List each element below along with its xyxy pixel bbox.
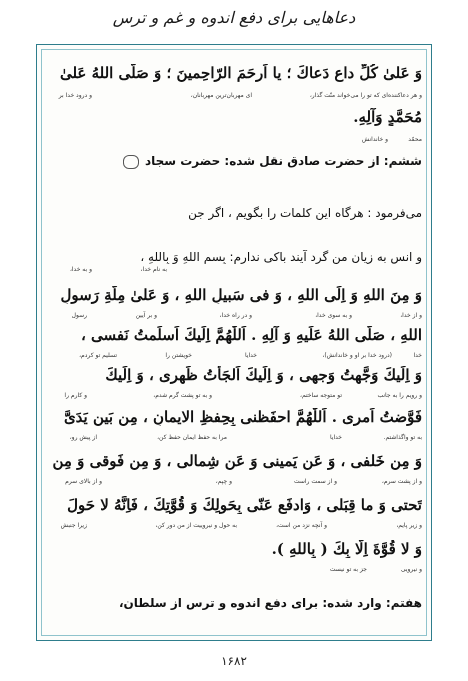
gloss-line-6: [46, 312, 422, 322]
gloss: به حول و نیروییت از من دور کن،: [155, 522, 237, 529]
text-line-9: فَوَّضتُ اَمری . اَللّٰهُمَّ احفَظنی بِحِفظِ الایمانِ ، مِن بَینِ یَدَیَّ: [63, 408, 422, 426]
gloss: رسول: [71, 312, 87, 319]
gloss-line-9: [46, 434, 422, 444]
gloss: خویشتن را: [165, 352, 192, 359]
text-line-10: وَ مِن خَلفی ، وَ عَن یَمینی وَ عَن شِمالی ، وَ مِن فَوقی وَ مِن: [52, 452, 422, 470]
gloss: و نیرویی: [400, 566, 422, 573]
text-line-8: وَ اِلَیكَ وَجَّهتُ وَجهی ، وَ اِلَیكَ اَلجَأتُ ظَهری ، وَ اِلَیكَ: [105, 366, 422, 384]
text-line-4: می‌فرمود : هرگاه این کلمات را بگویم ، اگر جن: [188, 206, 422, 220]
gloss: به تو واگذاشتم.: [383, 434, 422, 441]
gloss: مرا به حفظ ایمان حفظ کن،: [157, 434, 227, 441]
gloss: و زیر پایم،: [396, 522, 422, 529]
gloss-line-2: [46, 136, 422, 146]
gloss: و هر دعاکننده‌ای که تو را می‌خواند منّت گذار،: [309, 92, 422, 99]
text-line-7: اللهِ ، صَلَّی اللهُ عَلَیهِ وَ آلِهِ . اَللّٰهُمَّ اِلَیكَ اَسلَمتُ نَفسی ،: [80, 326, 422, 344]
gloss: و درود خدا بر: [58, 92, 92, 99]
text-line-1: وَ عَلیٰ کُلِّ داعٍ دَعاكَ ؛ یا اَرحَمَ الرّاحِمینَ ؛ وَ صَلَّی اللهُ عَلیٰ: [59, 64, 422, 82]
gloss: و به تو پشت گرم شدم،: [153, 392, 212, 399]
gloss-line-10: [46, 478, 422, 488]
gloss: و چپم،: [215, 478, 232, 485]
gloss: محمّد: [408, 136, 422, 143]
gloss-line-1: [46, 92, 422, 102]
gloss: و رویم را به جانب: [377, 392, 422, 399]
gloss: زیرا جنبش: [60, 522, 87, 529]
gloss: و به خدا،: [69, 266, 92, 273]
gloss: و به سوی خدا،: [315, 312, 352, 319]
gloss: و بر آیین: [135, 312, 157, 319]
text-line-11: تَحتی وَ ما قِبَلی ، وَادفَع عَنّی بِحَولِكَ وَ قُوَّتِكَ ، فَاِنَّهُ لا حَولَ: [67, 496, 422, 514]
gloss: و از بالای سرم: [65, 478, 102, 485]
text-line-6: وَ مِنَ اللهِ وَ اِلَی اللهِ ، وَ فی سَبیلِ اللهِ ، وَ عَلیٰ مِلَّةِ رَسولِ: [60, 286, 422, 304]
gloss: به نام خدا،: [140, 266, 167, 273]
gloss: و در راه خدا،: [219, 312, 252, 319]
text-line-13: هفتم: وارد شده: برای دفع اندوه و ترس از سلطان،: [118, 596, 422, 610]
page-number: ۱۶۸۲: [221, 654, 247, 668]
gloss: از پیش رو،: [69, 434, 97, 441]
gloss: و آنچه نزد من است،: [276, 522, 327, 529]
gloss-line-11: [46, 522, 422, 532]
line-3-text: ششم: از حضرت صادق نقل شده: حضرت سجاد: [144, 154, 422, 168]
gloss-line-8: [46, 392, 422, 402]
salutation-seal-icon: [123, 155, 139, 169]
gloss-line-12: [46, 566, 422, 576]
gloss: جز به تو نیست: [329, 566, 367, 573]
gloss: و از پشت سرم،: [381, 478, 422, 485]
gloss: خدایا: [329, 434, 342, 441]
text-line-2: مُحَمَّدٍ وَآلِهِ.: [353, 108, 422, 126]
text-line-5: و انس به زیان من گرد آیند باکی ندارم: بِسمِ اللهِ وَ بِاللهِ ،: [140, 250, 422, 264]
gloss: ای مهربان‌ترین مهربانان،: [190, 92, 252, 99]
gloss-line-5: [46, 266, 422, 276]
text-line-3: [46, 154, 422, 169]
gloss: و از سمت راست: [293, 478, 337, 485]
gloss: تو متوجه ساختم،: [300, 392, 342, 399]
gloss: و خاندانش: [361, 136, 388, 143]
gloss: و کارم را: [64, 392, 87, 399]
gloss: خدایا: [244, 352, 257, 359]
gloss: و از خدا،: [400, 312, 422, 319]
gloss: تسلیم تو کردم،: [79, 352, 117, 359]
gloss-line-7: [46, 352, 422, 362]
text-line-12: وَ لا قُوَّةَ اِلّا بِكَ ( بِاللهِ ).: [271, 540, 422, 558]
gloss: (درود خدا بر او و خاندانش)،: [322, 352, 392, 359]
page-header: دعاهایی برای دفع اندوه و غم و ترس: [112, 8, 356, 27]
gloss: خدا: [413, 352, 422, 359]
